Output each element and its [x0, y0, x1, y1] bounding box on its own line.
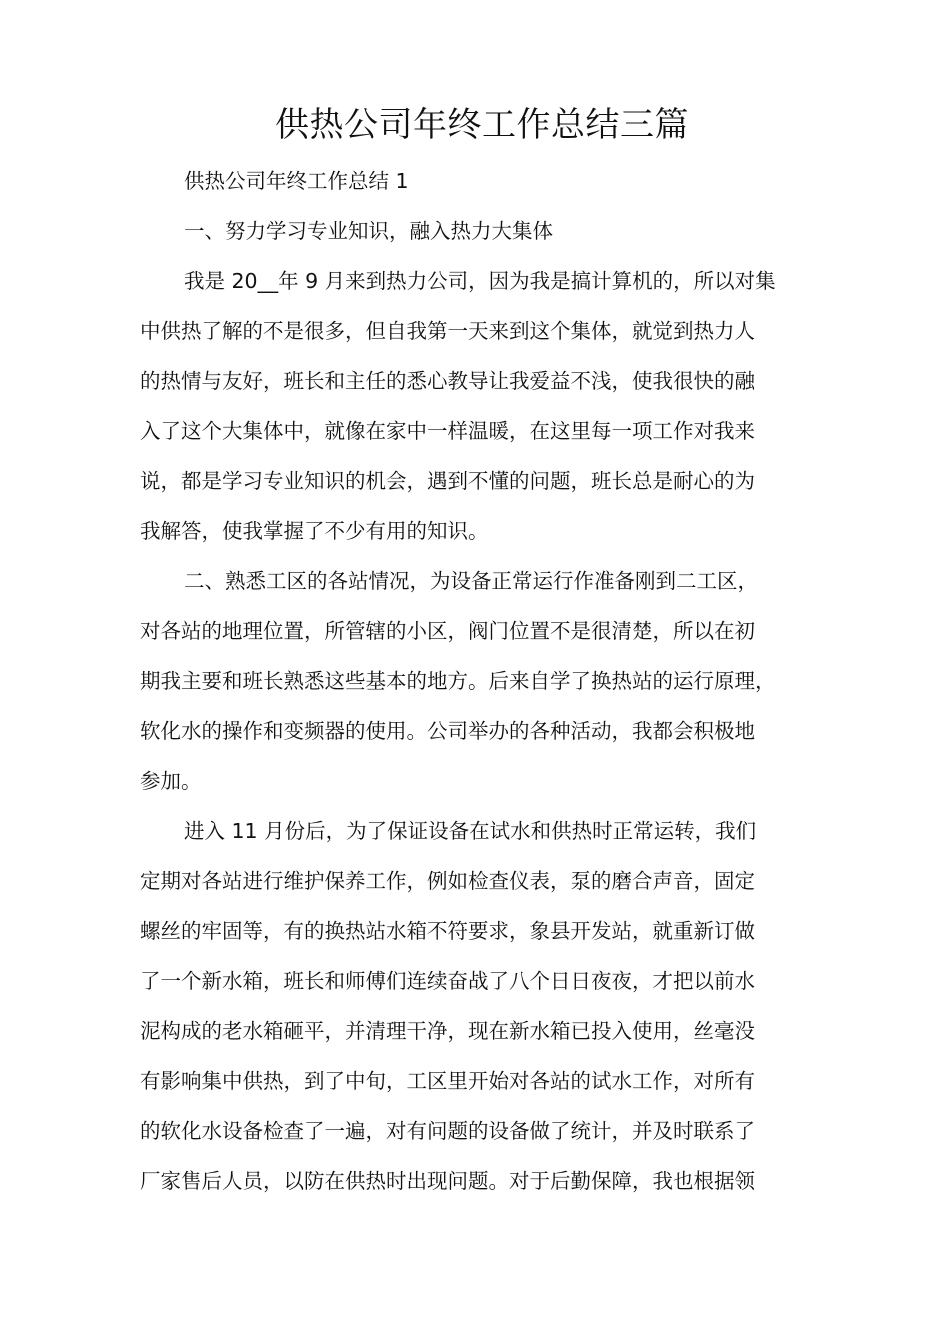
- paragraph-line: 入了这个大集体中，就像在家中一样温暖，在这里每一项工作对我来: [140, 419, 755, 443]
- paragraph-line: 螺丝的牢固等，有的换热站水箱不符要求，象县开发站，就重新订做: [140, 919, 755, 943]
- paragraph-line: 厂家售后人员，以防在供热时出现问题。对于后勤保障，我也根据领: [140, 1169, 755, 1193]
- paragraph-line: 对各站的地理位置，所管辖的小区，阀门位置不是很清楚，所以在初: [140, 619, 755, 643]
- paragraph-line: 说，都是学习专业知识的机会，遇到不懂的问题，班长总是耐心的为: [140, 469, 755, 493]
- paragraph-line: 进入 11 月份后，为了保证设备在试水和供热时正常运转，我们: [184, 819, 757, 843]
- paragraph-line: 了一个新水箱，班长和师傅们连续奋战了八个日日夜夜，才把以前水: [140, 969, 755, 993]
- paragraph-line: 我是 20__年 9 月来到热力公司，因为我是搞计算机的，所以对集: [184, 269, 776, 293]
- document-page: [140, 96, 824, 1206]
- section-title: 供热公司年终工作总结 1: [184, 169, 409, 193]
- paragraph-line: 中供热了解的不是很多，但自我第一天来到这个集体，就觉到热力人: [140, 319, 755, 343]
- paragraph-line: 有影响集中供热，到了中旬，工区里开始对各站的试水工作，对所有: [140, 1069, 755, 1093]
- paragraph-line: 的热情与友好，班长和主任的悉心教导让我爱益不浅，使我很快的融: [140, 369, 755, 393]
- paragraph-intro: [140, 256, 824, 556]
- heading-learning: 一、努力学习专业知识，融入热力大集体: [184, 219, 553, 243]
- paragraph-line: 参加。: [140, 769, 202, 793]
- paragraph-line: 的软化水设备检查了一遍，对有问题的设备做了统计，并及时联系了: [140, 1119, 755, 1143]
- paragraph-line: 期我主要和班长熟悉这些基本的地方。后来自学了换热站的运行原理，: [140, 669, 776, 693]
- document-title: 供热公司年终工作总结三篇: [275, 105, 689, 145]
- paragraph-stations: [140, 556, 824, 806]
- paragraph-line: 二、熟悉工区的各站情况，为设备正常运行作准备刚到二工区，: [184, 569, 758, 593]
- paragraph-line: 软化水的操作和变频器的使用。公司举办的各种活动，我都会积极地: [140, 719, 755, 743]
- paragraph-maintenance: [140, 806, 824, 1206]
- paragraph-line: 我解答，使我掌握了不少有用的知识。: [140, 519, 489, 543]
- paragraph-line: 定期对各站进行维护保养工作，例如检查仪表，泵的磨合声音，固定: [140, 869, 755, 893]
- paragraph-line: 泥构成的老水箱砸平，并清理干净，现在新水箱已投入使用，丝毫没: [140, 1019, 755, 1043]
